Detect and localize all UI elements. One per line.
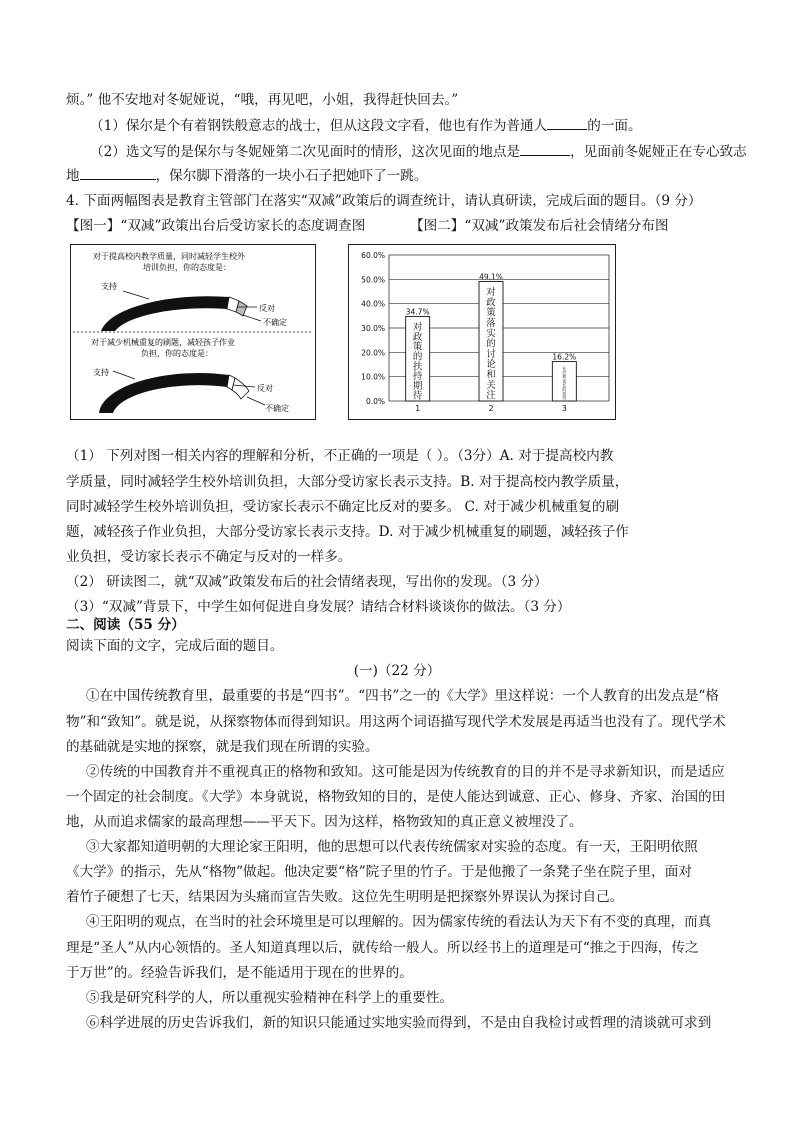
- fig1-question-bottom-line2: 负担，你的态度是：: [141, 349, 213, 358]
- q4-1-line: 学质量，同时减轻学生校外培训负担，大部分受访家长表示支持。B. 对于提高校内教学质量，: [66, 474, 629, 490]
- fig1-top-support-label: 支持: [101, 282, 117, 291]
- bar-chart: [349, 245, 615, 419]
- question-1: （1）保尔是个有着钢铁般意志的战士，但从这段文字看，他也有作为普通人 的一面。: [90, 115, 642, 136]
- category-label: 3: [561, 404, 567, 413]
- q4-3: （3）“双减”背景下，中学生如何促进自身发展？请结合材料谈谈你的做法。（3 分）: [66, 599, 571, 615]
- question-4-title: 4. 下面两幅图表是教育主管部门在落实“双减”政策后的调查统计，请认真研读，完成后面的题目。（9 分）: [66, 193, 702, 209]
- fig1-top-unsure-label: 不确定: [263, 318, 287, 327]
- paragraph-6: ⑥科学进展的历史告诉我们，新的知识只能通过实地实验而得到，不是由自我检讨或哲理的清谈就可求到: [86, 1015, 712, 1031]
- section-2-title: 二、阅读（55 分）: [66, 617, 185, 633]
- y-tick-label: 20.0%: [361, 348, 385, 358]
- paragraph-2: ②传统的中国教育并不重视真正的格物和致知。这可能是因为传统教育的目的并不是寻求新知识，而是适应: [86, 764, 725, 780]
- fig1-bottom-unsure-label: 不确定: [265, 404, 289, 413]
- figure-2-caption: 【图二】“双减”政策发布后社会情绪分布图: [410, 218, 669, 234]
- question-2: （2）选文写的是保尔与冬妮娅第二次见面时的情形，这次见面的地点是 ，见面前冬妮娅正在专心致志: [90, 141, 747, 162]
- paragraph-3: ③大家都知道明朝的大理论家王阳明，他的思想可以代表传统儒家对实验的态度。有一天，王阳明依照: [86, 839, 698, 855]
- paragraph-4: ④王阳明的观点，在当时的社会环境里是可以理解的。因为儒家传统的看法认为天下有不变的真理，而真: [86, 914, 712, 930]
- y-tick-label: 10.0%: [361, 372, 385, 382]
- fig1-bottom-arc-unsure: [232, 378, 249, 399]
- bar-text: 对政策的扶持期待: [412, 322, 423, 402]
- paragraph-1: 的基础就是实地的探察，就是我们现在所谓的实验。: [66, 739, 379, 755]
- paragraph-1: 物”和“致知”。就是说，从探察物体而得到知识。用这两个词语描写现代学术发展是再适当也没有了。现代学术: [66, 714, 726, 730]
- paragraph-2: 一个固定的社会制度。《大学》本身就说，格物致知的目的，是使人能达到诚意、正心、修身、齐家、治国的田: [66, 789, 726, 805]
- value-label: 34.7%: [405, 307, 430, 317]
- y-tick-label: 40.0%: [361, 299, 385, 309]
- fig1-question-top-line1: 对于提高校内教学质量，同时减轻学生校外: [93, 252, 245, 261]
- fig1-bottom-support-label: 支持: [93, 368, 109, 377]
- fig1-top-arc-support: [101, 296, 229, 331]
- q4-1-line: 同时减轻学生校外培训负担，受访家长表示不确定比反对的要多。 C. 对于减少机械重复的刷: [66, 499, 620, 515]
- fig1-bottom-oppose-label: 反对: [257, 384, 273, 393]
- figure-2-emotion-chart: [348, 244, 616, 420]
- answer-blank[interactable]: [547, 115, 587, 130]
- fig1-top-oppose-label: 反对: [259, 304, 275, 313]
- q4-1-line: 题，减轻孩子作业负担，大部分受访家长表示支持。D. 对于减少机械重复的刷题，减轻孩子作: [66, 524, 629, 540]
- figure-1-attitude-chart: [70, 244, 316, 420]
- bar-text: 社会和家长的担忧: [562, 365, 567, 400]
- q4-1-line: （1） 下列对图一相关内容的理解和分析，不正确的一项是（ ）。（3分）A. 对于提高校内教: [66, 448, 614, 464]
- value-label: 16.2%: [552, 352, 577, 362]
- part-1-title: (一)（22 分）: [353, 663, 441, 679]
- y-tick-label: 30.0%: [361, 324, 385, 333]
- answer-blank[interactable]: [80, 165, 156, 180]
- paragraph-4: 于万世”的。经验告诉我们，是不能适用于现在的世界的。: [66, 965, 413, 981]
- y-tick-label: 60.0%: [361, 251, 385, 260]
- value-label: 49.1%: [479, 272, 503, 282]
- q4-1-line: 业负担，受访家长表示不确定与反对的一样多。: [66, 549, 352, 565]
- reading-intro: 阅读下面的文字，完成后面的题目。: [66, 638, 284, 654]
- paragraph-2: 地，从而追求儒家的最高理想——平天下。因为这样，格物致知的真正意义被埋没了。: [66, 814, 583, 830]
- paragraph-5: ⑤我是研究科学的人，所以重视实验精神在科学上的重要性。: [86, 990, 454, 1006]
- paragraph-4: 理是“圣人”从内心领悟的。圣人知道真理以后，就传给一般人。所以经书上的道理是可“推之于四海，传之: [66, 940, 699, 956]
- fig1-question-bottom-line1: 对于减少机械重复的刷题，减轻孩子作业: [91, 338, 235, 347]
- fig1-question-top-line2: 培训负担，你的态度是：: [143, 263, 231, 272]
- category-label: 1: [415, 404, 421, 413]
- answer-blank[interactable]: [520, 141, 570, 156]
- paragraph-1: ①在中国传统教育里，最重要的书是“四书”。“四书”之一的《大学》里这样说：一个人教育的出发点是“格: [86, 688, 719, 704]
- bar-text: 对政策落实的讨论和关注: [486, 287, 496, 402]
- fig1-bottom-arc-support: [99, 373, 229, 413]
- question-2-cont: 地 ，保尔脚下滑落的一块小石子把她吓了一跳。: [66, 165, 427, 186]
- paragraph-3: 着竹子硬想了七天，结果因为头痛而宣告失败。这位先生明明是把探察外界误认为探讨自己。: [66, 889, 624, 905]
- paragraph-3: 《大学》的指示，先从“格物”做起。他决定要“格”院子里的竹子。于是他搬了一条凳子坐在院子里，面对: [66, 864, 692, 880]
- figure-1-caption: 【图一】“双减”政策出台后受访家长的态度调查图: [66, 218, 366, 234]
- text-line: 烦。” 他不安地对冬妮娅说，“哦，再见吧，小姐，我得赶快回去。”: [66, 92, 459, 108]
- y-tick-label: 50.0%: [361, 275, 385, 285]
- q4-2: （2） 研读图二，就“双减”政策发布后的社会情绪表现，写出你的发现。（3 分）: [66, 574, 548, 590]
- y-tick-label: 0.0%: [365, 397, 385, 406]
- category-label: 2: [488, 404, 494, 413]
